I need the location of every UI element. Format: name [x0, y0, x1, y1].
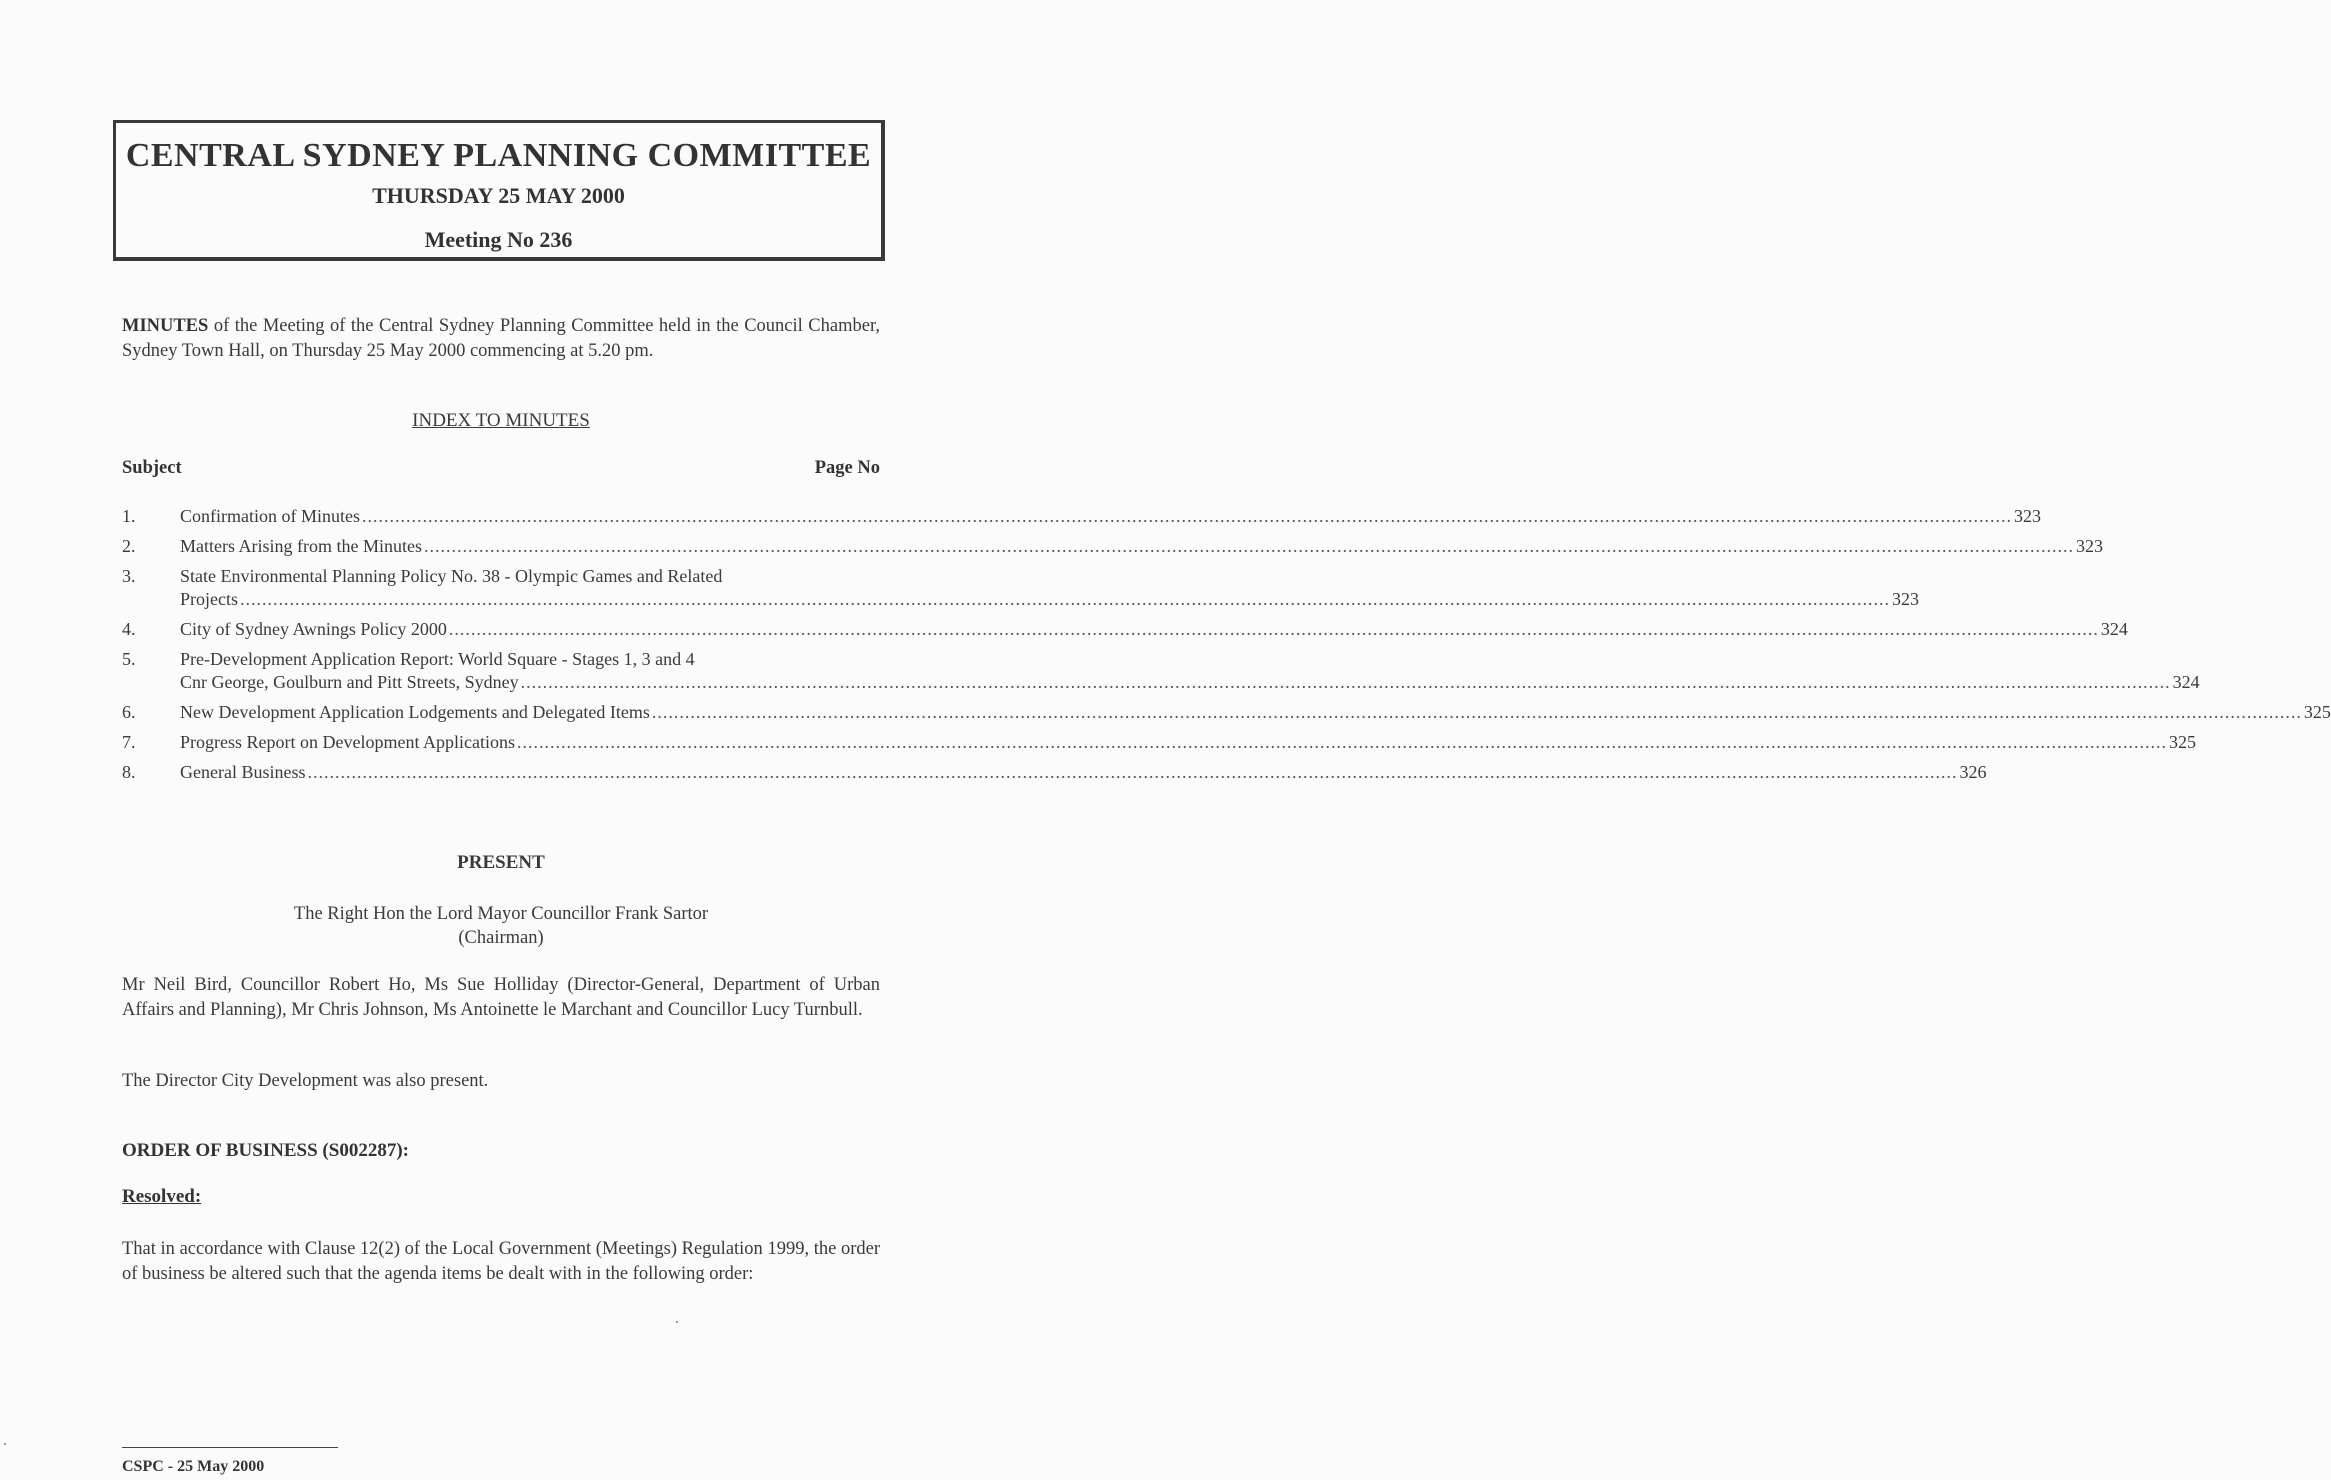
intro-lead: MINUTES — [122, 316, 209, 336]
dot-leader: ............................................................................................................................................................................................................................................................................................................ — [520, 672, 2171, 692]
index-item-number: 4. — [122, 619, 136, 639]
index-item-title: General Business — [180, 762, 306, 782]
index-item-number: 5. — [122, 649, 136, 669]
index-item-title: New Development Application Lodgements and Delegated Items — [180, 702, 650, 722]
order-paragraph: That in accordance with Clause 12(2) of the Local Government (Meetings) Regulation 1999, the order of business be altered such that the agenda items be dealt with in the following order: — [122, 1239, 880, 1284]
index-item-title: City of Sydney Awnings Policy 2000 — [180, 619, 447, 639]
chairman-block — [122, 902, 880, 950]
index-list — [122, 505, 2331, 791]
meeting-date: THURSDAY 25 MAY 2000 — [372, 183, 625, 208]
index-item-title: Matters Arising from the Minutes — [180, 536, 422, 556]
subject-column-label: Subject — [122, 458, 182, 478]
index-item-number: 8. — [122, 762, 136, 782]
also-present: The Director City Development was also present. — [122, 1071, 489, 1091]
index-item — [122, 648, 2200, 694]
page-column-label: Page No — [814, 458, 880, 478]
intro-paragraph — [122, 314, 880, 364]
dot-leader: ............................................................................................................................................................................................................................................................................................................ — [361, 506, 2012, 526]
footer-rule — [122, 1447, 338, 1448]
index-item — [122, 761, 1987, 784]
index-item-number: 2. — [122, 536, 136, 556]
meeting-number: Meeting No 236 — [424, 227, 573, 252]
scan-speck — [4, 1443, 6, 1445]
index-item-title: Pre-Development Application Report: World Square - Stages 1, 3 and 4 — [180, 649, 695, 669]
index-item-title: Cnr George, Goulburn and Pitt Streets, Sydney — [180, 672, 519, 692]
index-item — [122, 731, 2196, 754]
present-heading: PRESENT — [457, 852, 545, 873]
index-item — [122, 535, 2103, 558]
index-item-page: 324 — [2100, 619, 2128, 639]
intro-text: of the Meeting of the Central Sydney Planning Committee held in the Council Chamber, Sydney Town Hall, on Thursday 25 May 2000 commencing at 5.20 pm. — [122, 316, 880, 361]
dot-leader: ............................................................................................................................................................................................................................................................................................................ — [240, 589, 1890, 609]
chairman-name: The Right Hon the Lord Mayor Councillor Frank Sartor — [293, 904, 709, 924]
index-item-page: 324 — [2172, 672, 2200, 692]
index-item-page: 325 — [2168, 732, 2196, 752]
dot-leader: ............................................................................................................................................................................................................................................................................................................ — [307, 762, 1958, 782]
footer-text: CSPC - 25 May 2000 — [122, 1458, 265, 1475]
index-heading: INDEX TO MINUTES — [412, 410, 590, 431]
dot-leader: ............................................................................................................................................................................................................................................................................................................ — [516, 732, 2167, 752]
index-item-page: 323 — [2075, 536, 2103, 556]
index-item-page: 323 — [2013, 506, 2041, 526]
index-item-title: Progress Report on Development Applications — [180, 732, 515, 752]
chairman-role: (Chairman) — [458, 928, 544, 948]
resolved-label: Resolved: — [122, 1186, 202, 1207]
dot-leader: ............................................................................................................................................................................................................................................................................................................ — [448, 619, 2099, 639]
index-item-page: 325 — [2303, 702, 2331, 722]
members-paragraph: Mr Neil Bird, Councillor Robert Ho, Ms Sue Holliday (Director-General, Department of Urban Affairs and Planning), Mr Chris Johnson, Ms Antoinette le Marchant and Councillor Lucy Turnbull. — [122, 975, 880, 1020]
index-item-page: 326 — [1959, 762, 1987, 782]
scan-speck — [676, 1321, 678, 1323]
index-item — [122, 618, 2128, 641]
index-item-number: 3. — [122, 566, 136, 586]
index-item-title: State Environmental Planning Policy No. 38 - Olympic Games and Related — [180, 566, 723, 586]
committee-title: CENTRAL SYDNEY PLANNING COMMITTEE — [125, 137, 872, 174]
index-item-title: Projects — [180, 589, 238, 609]
header-box — [113, 120, 885, 261]
index-item — [122, 565, 1919, 611]
index-item-page: 323 — [1892, 589, 1919, 609]
index-item-number: 6. — [122, 702, 136, 722]
order-of-business-heading: ORDER OF BUSINESS (S002287): — [122, 1140, 409, 1161]
index-item — [122, 701, 2331, 724]
index-item-title: Confirmation of Minutes — [180, 506, 360, 526]
index-item — [122, 505, 2041, 528]
index-item-number: 1. — [122, 506, 136, 526]
dot-leader: ............................................................................................................................................................................................................................................................................................................ — [651, 702, 2302, 722]
index-item-number: 7. — [122, 732, 136, 752]
dot-leader: ............................................................................................................................................................................................................................................................................................................ — [423, 536, 2074, 556]
